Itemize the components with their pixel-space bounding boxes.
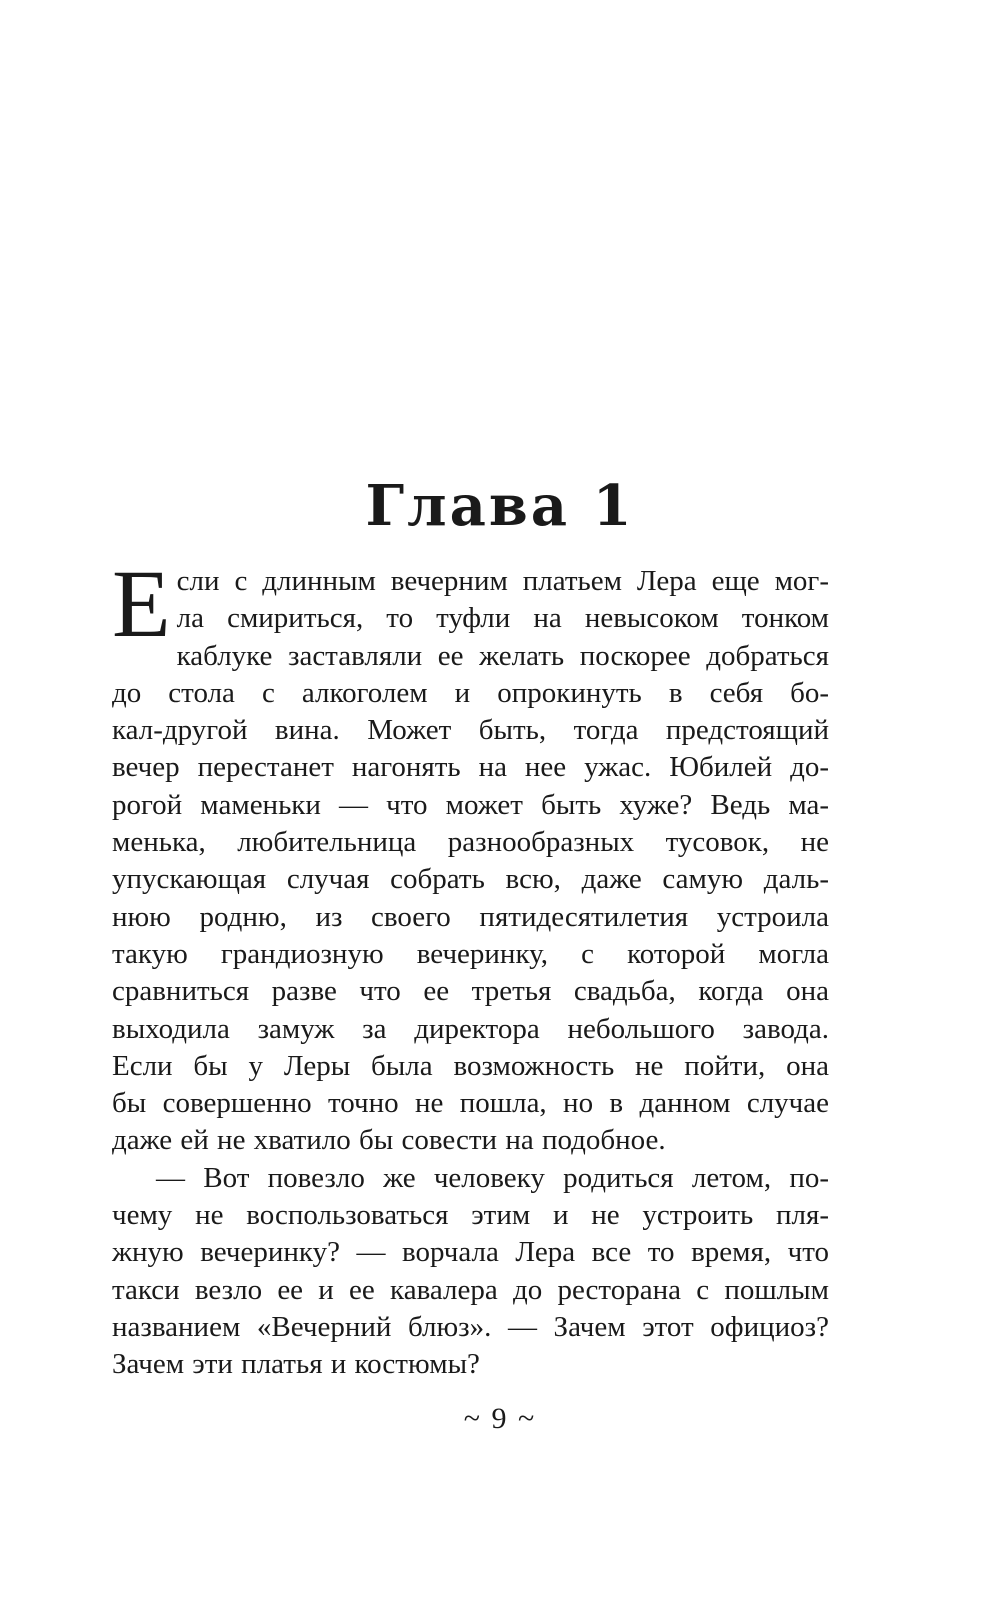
paragraph-1 bbox=[112, 550, 829, 1160]
text-line: названием «Вечерний блюз». — Зачем этот официоз? bbox=[112, 1310, 829, 1343]
text-line: такую грандиозную вечеринку, с которой могла bbox=[112, 937, 829, 970]
drop-cap-letter: Е bbox=[112, 550, 171, 657]
text-line: даже ей не хватило бы совести на подобное. bbox=[112, 1124, 666, 1157]
text-line: нюю родню, из своего пятидесятилетия устроила bbox=[112, 900, 829, 933]
text-line: жную вечеринку? — ворчала Лера все то время, что bbox=[112, 1236, 829, 1269]
text-line: сравниться разве что ее третья свадьба, когда она bbox=[112, 975, 829, 1008]
paragraph-2 bbox=[112, 1160, 829, 1384]
text-line: бы совершенно точно не пошла, но в данном случае bbox=[112, 1087, 829, 1120]
text-line: до стола с алкоголем и опрокинуть в себя бо- bbox=[112, 676, 829, 709]
text-line: каблуке заставляли ее желать поскорее добраться bbox=[176, 639, 829, 672]
text-line: чему не воспользоваться этим и не устроить пля- bbox=[112, 1199, 829, 1232]
text-line: выходила замуж за директора небольшого завода. bbox=[112, 1012, 829, 1045]
text-line: Если бы у Леры была возможность не пойти, она bbox=[112, 1049, 829, 1082]
text-line: менька, любительница разнообразных тусовок, не bbox=[112, 826, 829, 859]
text-line: такси везло ее и ее кавалера до ресторана с пошлым bbox=[112, 1273, 829, 1306]
text-line: упускающая случая собрать всю, даже самую даль- bbox=[112, 863, 829, 896]
text-line: Зачем эти платья и костюмы? bbox=[112, 1348, 480, 1381]
chapter-title: Глава 1 bbox=[365, 473, 635, 539]
text-line: вечер перестанет нагонять на нее ужас. Юбилей до- bbox=[112, 751, 829, 784]
page-number: ~ 9 ~ bbox=[463, 1402, 537, 1435]
text-line: кал-другой вина. Может быть, тогда предстоящий bbox=[112, 714, 829, 747]
text-line: — Вот повезло же человеку родиться летом, по- bbox=[156, 1161, 829, 1194]
text-line: сли с длинным вечерним платьем Лера еще мог- bbox=[176, 565, 829, 597]
text-line: ла смириться, то туфли на невысоком тонком bbox=[176, 602, 829, 635]
text-line: рогой маменьки — что может быть хуже? Ведь ма- bbox=[112, 788, 829, 821]
chapter-body bbox=[112, 550, 829, 1384]
